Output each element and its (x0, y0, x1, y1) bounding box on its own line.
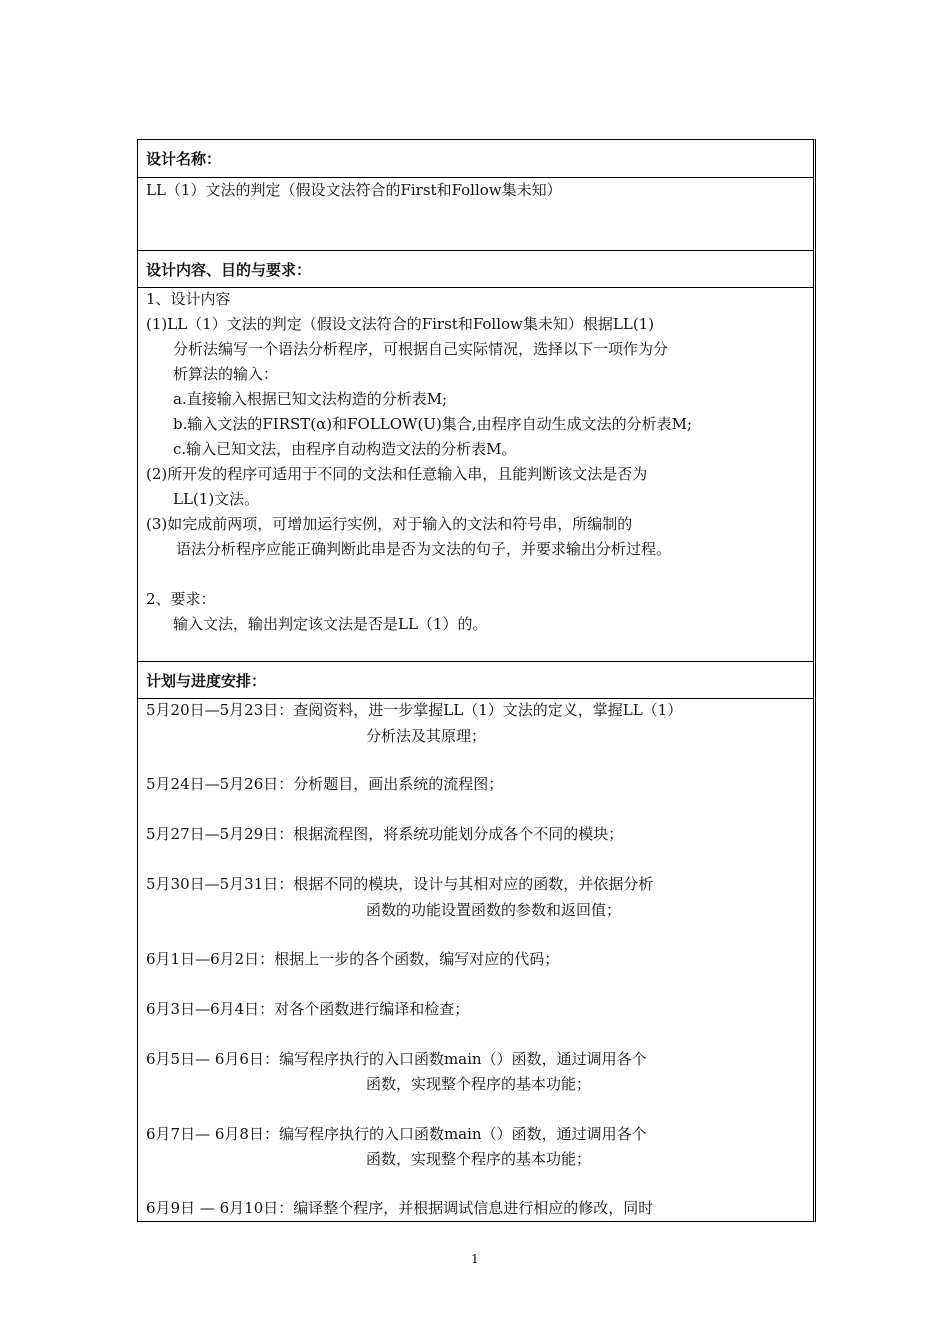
design-name-heading-text: 设计名称： (146, 150, 222, 168)
plan-text-cont: 函数，实现整个程序的基本功能； (366, 1150, 592, 1168)
design-name-heading (138, 140, 813, 178)
plan-text-cont: 函数，实现整个程序的基本功能； (366, 1075, 592, 1093)
content-line: 分析法编写一个语法分析程序，可根据自己实际情况，选择以下一项作为分 (173, 340, 669, 358)
content-line: 析算法的输入： (173, 365, 279, 383)
content-line: 语法分析程序应能正确判断此串是否为文法的句子，并要求输出分析过程。 (176, 540, 672, 558)
content-line: b.输入文法的FIRST(α)和FOLLOW(U)集合,由程序自动生成文法的分析表M; (173, 415, 692, 433)
plan-date: 5月27日—5月29日： (146, 825, 294, 843)
plan-item (146, 697, 682, 723)
plan-item (146, 946, 559, 972)
form-table (137, 139, 816, 1222)
plan-item (146, 771, 503, 797)
plan-text: 分析题目，画出系统的流程图； (293, 775, 504, 793)
plan-date: 6月1日—6月2日： (146, 950, 275, 968)
plan-date: 6月9日 — 6月10日： (146, 1199, 294, 1217)
plan-text-cont: 分析法及其原理； (366, 727, 487, 745)
plan-heading-text: 计划与进度安排： (146, 671, 267, 690)
content-line: (1)LL（1）文法的判定（假设文法符合的First和Follow集未知）根据LL(1) (146, 315, 655, 333)
plan-date: 6月5日— 6月6日： (146, 1050, 279, 1068)
plan-text: 根据不同的模块，设计与其相对应的函数，并依据分析 (293, 875, 654, 893)
content-line: a.直接输入根据已知文法构造的分析表M; (173, 390, 448, 408)
plan-item (146, 821, 623, 847)
plan-date: 6月3日—6月4日： (146, 1000, 275, 1018)
content-line: 1、设计内容 (146, 290, 231, 308)
content-line: LL(1)文法。 (173, 490, 260, 508)
content-line: 2、要求： (146, 590, 216, 608)
plan-text: 对各个函数进行编译和检查； (274, 1000, 470, 1018)
content-line: c.输入已知文法，由程序自动构造文法的分析表M。 (173, 440, 517, 458)
plan-text-cont: 函数的功能设置函数的参数和返回值； (366, 901, 622, 919)
content-line: (2)所开发的程序可适用于不同的文法和任意输入串，且能判断该文法是否为 (146, 465, 648, 483)
content-line: 输入文法，输出判定该文法是否是LL（1）的。 (173, 615, 488, 633)
plan-text: 查阅资料，进一步掌握LL（1）文法的定义，掌握LL（1） (293, 701, 683, 719)
plan-item (146, 1121, 647, 1147)
plan-text: 根据上一步的各个函数，编写对应的代码； (274, 950, 560, 968)
plan-text: 编写程序执行的入口函数main（）函数，通过调用各个 (278, 1125, 647, 1143)
plan-date: 5月20日—5月23日： (146, 701, 294, 719)
plan-date: 5月30日—5月31日： (146, 875, 294, 893)
plan-text: 编译整个程序，并根据调试信息进行相应的修改，同时 (293, 1199, 654, 1217)
design-name-value: LL（1）文法的判定（假设文法符合的First和Follow集未知） (146, 181, 562, 199)
plan-date: 6月7日— 6月8日： (146, 1125, 279, 1143)
content-heading-text: 设计内容、目的与要求： (146, 260, 312, 279)
plan-item (146, 1046, 647, 1072)
content-line: (3)如完成前两项，可增加运行实例，对于输入的文法和符号串，所编制的 (146, 515, 633, 533)
page-number: 1 (471, 1252, 479, 1266)
plan-item (146, 871, 653, 897)
content-heading (138, 250, 813, 288)
plan-item (146, 996, 469, 1022)
plan-date: 5月24日—5月26日： (146, 775, 294, 793)
plan-heading (138, 661, 813, 699)
plan-text: 编写程序执行的入口函数main（）函数，通过调用各个 (278, 1050, 647, 1068)
plan-text: 根据流程图，将系统功能划分成各个不同的模块； (293, 825, 624, 843)
plan-item (146, 1195, 653, 1221)
